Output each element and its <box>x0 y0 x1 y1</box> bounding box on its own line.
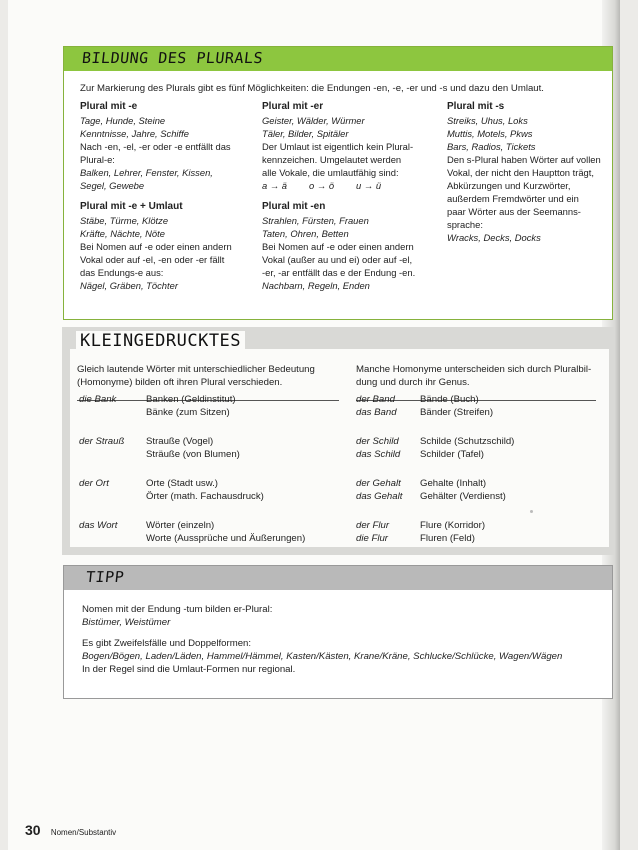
homonym-word: der Ort <box>79 478 109 489</box>
example: Bars, Radios, Tickets <box>447 141 536 152</box>
rule-text: Bei Nomen auf -e oder einen andern <box>80 241 232 252</box>
rule-text: kennzeichen. Umgelautet werden <box>262 154 402 165</box>
plural-form: Orte (Stadt usw.) <box>146 478 218 489</box>
heading-plural-e: Plural mit -e <box>80 101 138 112</box>
tipp-text: Nomen mit der Endung -tum bilden er-Plural: <box>82 604 273 615</box>
plural-form: Fluren (Feld) <box>420 533 475 544</box>
example: Balken, Lehrer, Fenster, Kissen, <box>80 167 213 178</box>
homonym-word: die Flur <box>356 533 388 544</box>
homonym-word: das Wort <box>79 520 118 531</box>
heading-plural-s: Plural mit -s <box>447 101 505 112</box>
rule-text: Vokal oder auf -el, -en oder -er fällt <box>80 254 225 265</box>
speck <box>530 510 533 513</box>
tipp-example: Bogen/Bögen, Laden/Läden, Hammel/Hämmel, Kasten/Kästen, Krane/Kräne, Schlucke/Schlücke, Wagen/Wägen <box>82 651 563 662</box>
example: Strahlen, Fürsten, Frauen <box>262 215 369 226</box>
rule-text: das Endungs-e aus: <box>80 267 164 278</box>
example: Geister, Wälder, Würmer <box>262 115 365 126</box>
example: Segel, Gewebe <box>80 180 145 191</box>
rule-text: alle Vokale, die umlautfähig sind: <box>262 167 399 178</box>
tipp-block-doubles <box>82 637 562 676</box>
tipp-block-tum <box>82 603 272 629</box>
intro-line: Manche Homonyme unterscheiden sich durch Pluralbil- <box>356 364 592 375</box>
plural-form: Bände (Buch) <box>420 394 479 405</box>
rule-text: Den s-Plural haben Wörter auf vollen <box>447 154 601 165</box>
example: Wracks, Decks, Docks <box>447 232 541 243</box>
example: Streiks, Uhus, Loks <box>447 115 528 126</box>
homonym-word: der Schild <box>356 436 399 447</box>
homonym-word: die Bank <box>79 394 117 405</box>
plural-form: Schilder (Tafel) <box>420 449 484 460</box>
plural-form: Banken (Geldinstitut) <box>146 394 236 405</box>
example: Täler, Bilder, Spitäler <box>262 128 349 139</box>
plural-form: Strauße (Vogel) <box>146 436 214 447</box>
homonym-word: der Strauß <box>79 436 125 447</box>
rule-text: Abkürzungen und Kurzwörter, <box>447 180 571 191</box>
tipp-text: In der Regel sind die Umlaut-Formen nur regional. <box>82 664 296 675</box>
plural-box-header <box>64 47 612 71</box>
plural-col-s <box>447 100 607 244</box>
kleingedrucktes-box <box>62 327 615 555</box>
plural-box <box>63 46 613 320</box>
intro-line: (Homonyme) bilden oft ihren Plural verschieden. <box>77 377 283 388</box>
example: Nachbarn, Regeln, Enden <box>262 280 370 291</box>
plural-col-er <box>262 100 442 292</box>
plural-form: Gehalte (Inhalt) <box>420 478 487 489</box>
intro-line: Gleich lautende Wörter mit unterschiedlicher Bedeutung <box>77 364 315 375</box>
rule-text: -er, -ar entfällt das e der Endung -en. <box>262 267 416 278</box>
heading-plural-e-umlaut: Plural mit -e + Umlaut <box>80 201 183 212</box>
tipp-text: Es gibt Zweifelsfälle und Doppelformen: <box>82 638 252 649</box>
plural-form: Flure (Korridor) <box>420 520 486 531</box>
rule-text: Vokal (außer au und ei) oder auf -el, <box>262 254 413 265</box>
tipp-box <box>63 565 613 699</box>
umlaut-o: o → ö <box>309 180 335 191</box>
tipp-title: TIPP <box>85 568 126 586</box>
plural-form: Schilde (Schutzschild) <box>420 436 515 447</box>
plural-form: Sträuße (von Blumen) <box>146 449 240 460</box>
plural-col-e <box>80 100 255 292</box>
kleingedrucktes-title: KLEINGEDRUCKTES <box>76 331 245 351</box>
umlaut-arrows <box>262 179 442 192</box>
kleingedrucktes-inner <box>70 349 609 547</box>
example: Kräfte, Nächte, Nöte <box>80 228 165 239</box>
umlaut-u: u → ü <box>356 180 382 191</box>
rule-text: Nach -en, -el, -er oder -e entfällt das <box>80 141 231 152</box>
homonym-word: das Gehalt <box>356 491 403 502</box>
homonym-word: der Band <box>356 394 395 405</box>
umlaut-a: a → ä <box>262 180 288 191</box>
example: Kenntnisse, Jahre, Schiffe <box>80 128 189 139</box>
plural-form: Bänke (zum Sitzen) <box>146 407 230 418</box>
rule-text: Vokal, der nicht den Hauptton trägt, <box>447 167 594 178</box>
homonym-word: das Band <box>356 407 397 418</box>
example: Stäbe, Türme, Klötze <box>80 215 169 226</box>
rule-text: Der Umlaut ist eigentlich kein Plural- <box>262 141 414 152</box>
right-intro <box>356 363 591 389</box>
plural-form: Örter (math. Fachausdruck) <box>146 491 264 502</box>
tipp-header <box>64 566 612 590</box>
plural-form: Bänder (Streifen) <box>420 407 494 418</box>
section-name: Nomen/Substantiv <box>50 828 117 837</box>
homonym-word: der Gehalt <box>356 478 401 489</box>
plural-form: Worte (Aussprüche und Äußerungen) <box>146 533 306 544</box>
plural-box-title: BILDUNG DES PLURALS <box>81 49 265 67</box>
example: Nägel, Gräben, Töchter <box>80 280 178 291</box>
plural-intro: Zur Markierung des Plurals gibt es fünf Möglichkeiten: die Endungen -en, -e, -er und -s und dazu den Umlaut. <box>80 83 544 94</box>
plural-form: Gehälter (Verdienst) <box>420 491 506 502</box>
heading-plural-er: Plural mit -er <box>262 101 324 112</box>
page-footer <box>25 822 116 838</box>
example: Muttis, Motels, Pkws <box>447 128 533 139</box>
rule-text: sprache: <box>447 219 483 230</box>
intro-line: dung und durch ihr Genus. <box>356 377 470 388</box>
page-number: 30 <box>25 822 41 838</box>
example: Tage, Hunde, Steine <box>80 115 166 126</box>
rule-text: Bei Nomen auf -e oder einen andern <box>262 241 414 252</box>
left-intro <box>77 363 315 389</box>
homonym-word: das Schild <box>356 449 401 460</box>
rule-text: Plural-e: <box>80 154 115 165</box>
rule-text: außerdem Fremdwörter und ein <box>447 193 579 204</box>
homonym-word: der Flur <box>356 520 390 531</box>
heading-plural-en: Plural mit -en <box>262 201 326 212</box>
tipp-example: Bistümer, Weistümer <box>82 617 171 628</box>
rule-text: paar Wörter aus der Seemanns- <box>447 206 581 217</box>
example: Taten, Ohren, Betten <box>262 228 349 239</box>
plural-form: Wörter (einzeln) <box>146 520 215 531</box>
